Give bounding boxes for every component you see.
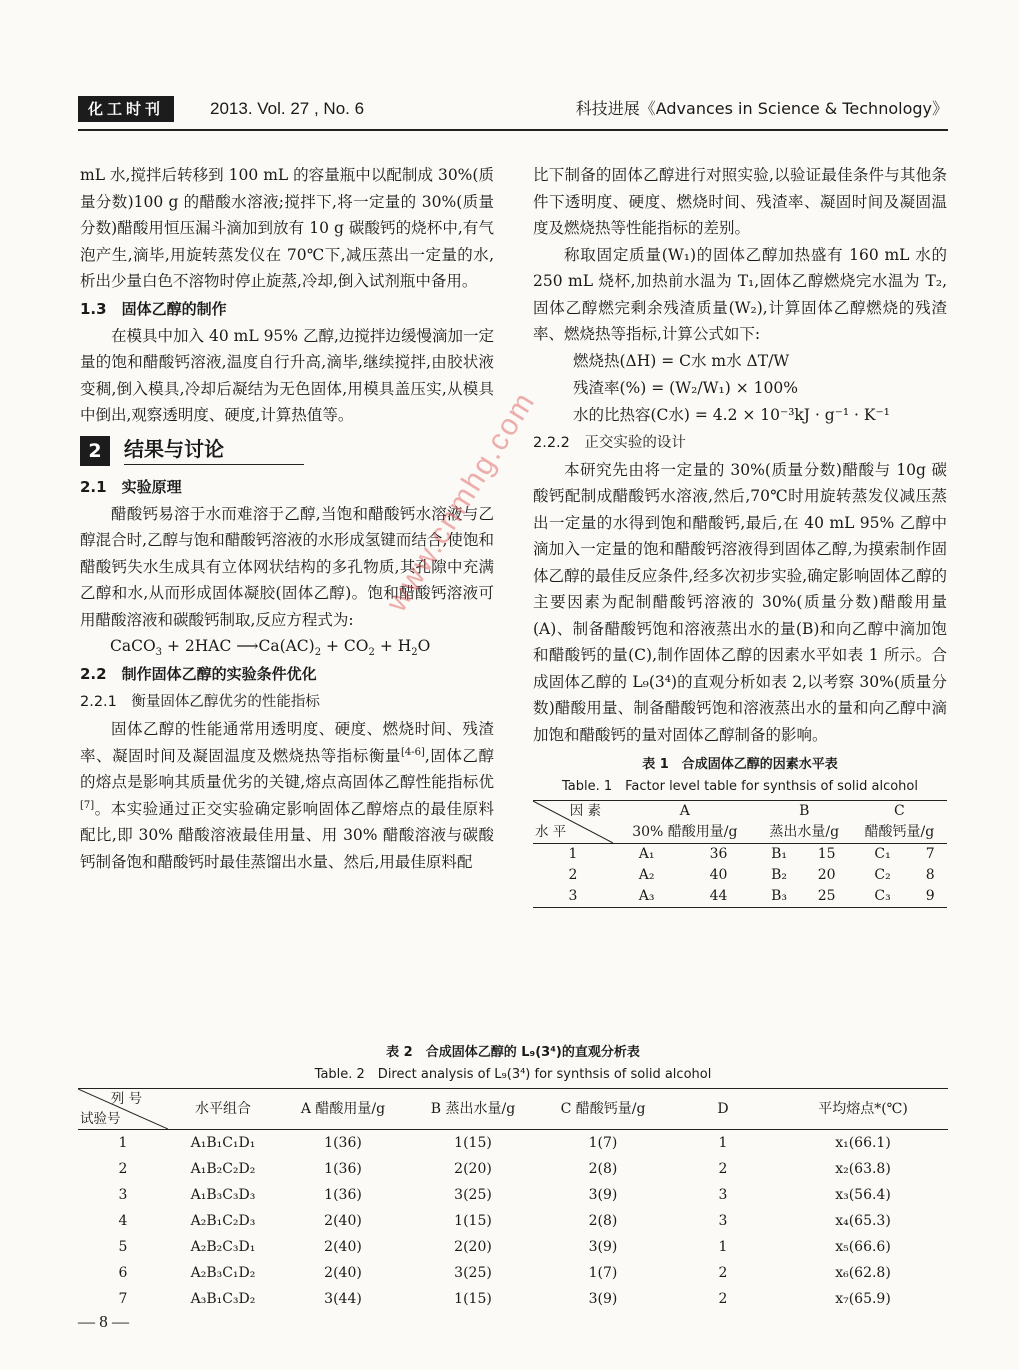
- table-cell: 1(7): [588, 1135, 618, 1151]
- section-heading-2-2-1: 2.2.1 衡量固体乙醇优劣的性能指标: [80, 694, 320, 710]
- table1-factor-name: 30% 醋酸用量/g: [632, 824, 738, 840]
- table1-factor-b: B: [799, 803, 810, 819]
- table-cell: 5: [118, 1239, 128, 1255]
- table-cell: 1(15): [454, 1213, 492, 1229]
- section-title-text: 结果与讨论: [124, 436, 304, 466]
- right-column: [533, 162, 947, 908]
- table2-block: [78, 1036, 948, 1312]
- table-cell: 1: [718, 1239, 728, 1255]
- table-row: [78, 1234, 948, 1260]
- table-cell: 3(44): [324, 1291, 362, 1307]
- table2-caption-en: Table. 2 Direct analysis of L₉(3⁴) for synthsis of solid alcohol: [314, 1067, 712, 1082]
- table-cell: 3: [718, 1187, 728, 1203]
- section-heading-2-2-2: 2.2.2 正交实验的设计: [533, 434, 686, 451]
- table-cell: 2: [718, 1265, 728, 1281]
- table1-caption-cn: 表 1 合成固体乙醇的因素水平表: [642, 757, 838, 772]
- table-cell: 2(20): [454, 1161, 492, 1177]
- section-heading-1-3: 1.3 固体乙醇的制作: [80, 299, 227, 318]
- table2-caption-cn: 表 2 合成固体乙醇的 L₉(3⁴)的直观分析表: [386, 1045, 640, 1060]
- table2-header: D: [717, 1101, 729, 1117]
- table-cell: 2: [718, 1291, 728, 1307]
- formula-combustion-heat: 燃烧热(ΔH) = C水 m水 ΔT/W: [573, 351, 790, 370]
- table-cell: 4: [118, 1213, 128, 1229]
- table2-header: 水平组合: [195, 1101, 251, 1117]
- table-cell: 7: [118, 1291, 128, 1307]
- table-row: [78, 1208, 948, 1234]
- table-cell: x₁(66.1): [835, 1135, 891, 1151]
- table-row: 3 A₃ 44 B₃ 25 C₃ 9: [533, 886, 947, 908]
- table-cell: 2(40): [324, 1265, 362, 1281]
- table-cell: A₁B₃C₃D₃: [190, 1187, 256, 1203]
- table-cell: 2(20): [454, 1239, 492, 1255]
- table-cell: A₁B₂C₂D₂: [190, 1161, 256, 1177]
- table1-factor-a: A: [679, 803, 690, 819]
- paragraph: 称取固定质量(W₁)的固体乙醇加热盛有 160 mL 水的 250 mL 烧杯,加热前水温为 T₁,固体乙醇燃烧完水温为 T₂,固体乙醇燃完剩余残渣质量(W₂),计算固体乙醇燃烧的残渣率、燃烧热等指标,计算公式如下:: [533, 245, 947, 343]
- table-row: 1 A₁ 36 B₁ 15 C₁ 7: [568, 846, 935, 862]
- table-cell: A₃B₁C₃D₂: [190, 1291, 256, 1307]
- table2-corner: 列 号 试验号: [78, 1089, 168, 1130]
- section-heading-2-1: 2.1 实验原理: [80, 477, 182, 496]
- section-title: 科技进展《Advances in Science & Technology》: [575, 99, 948, 118]
- table-cell: 6: [118, 1265, 128, 1281]
- table-cell: A₂B₃C₁D₂: [190, 1265, 256, 1281]
- table-row: [78, 1156, 948, 1182]
- table-cell: 1(36): [324, 1161, 362, 1177]
- table-cell: 1(36): [324, 1135, 362, 1151]
- table-cell: 1(7): [588, 1265, 618, 1281]
- citation: [7]: [80, 799, 95, 811]
- journal-logo: 化工时刊: [78, 96, 174, 122]
- table-cell: 1: [718, 1135, 728, 1151]
- table2-header: C 醋酸钙量/g: [560, 1101, 646, 1117]
- page-number: — 8 —: [78, 1312, 129, 1331]
- table-cell: 1(15): [454, 1135, 492, 1151]
- table-cell: x₅(66.6): [835, 1239, 891, 1255]
- section-number: 2: [80, 436, 110, 466]
- table-cell: 2(8): [588, 1161, 618, 1177]
- table-cell: 2(40): [324, 1239, 362, 1255]
- table-row: [78, 1182, 948, 1208]
- table-cell: 1(36): [324, 1187, 362, 1203]
- table2-header: A 醋酸用量/g: [300, 1101, 386, 1117]
- table-row: [78, 1260, 948, 1286]
- running-header: [78, 94, 948, 128]
- watermark: www.cnmhg.com: [380, 385, 542, 618]
- table-cell: 3(9): [588, 1291, 618, 1307]
- table-row: [78, 1130, 948, 1157]
- table2-header: B 蒸出水量/g: [430, 1101, 516, 1117]
- table-cell: A₂B₁C₂D₃: [190, 1213, 256, 1229]
- table2: [78, 1088, 948, 1312]
- table1-factor-name: 醋酸钙量/g: [864, 824, 935, 840]
- table1: [533, 800, 947, 908]
- table-cell: 3(9): [588, 1187, 618, 1203]
- table-cell: x₇(65.9): [835, 1291, 891, 1307]
- citation: [4-6]: [400, 746, 425, 758]
- paragraph: 固体乙醇的性能通常用透明度、硬度、燃烧时间、残渣率、凝固时间及凝固温度及燃烧热等指标衡量[4-6],固体乙醇的熔点是影响其质量优劣的关键,熔点高固体乙醇性能指标优[7]。本实验通过正交实验确定影响固体乙醇熔点的最佳原料配比,即 30% 醋酸溶液最佳用量、用 30% 醋酸溶液与碳酸钙制备饱和醋酸钙时最佳蒸馏出水量、然后,用最佳原料配: [80, 720, 494, 871]
- issue-info: 2013. Vol. 27 , No. 6: [210, 99, 365, 118]
- table-cell: x₂(63.8): [835, 1161, 891, 1177]
- table-cell: 3: [118, 1187, 128, 1203]
- table1-factor-c: C: [894, 803, 905, 819]
- reaction-equation: CaCO$_3$ + 2HAC $⟶Ca(AC)_2 + CO_2 + H_2O$: [110, 637, 431, 659]
- table-cell: 3(25): [454, 1187, 492, 1203]
- table1-caption-en: Table. 1 Factor level table for synthsis of solid alcohol: [561, 779, 918, 794]
- table-cell: 2: [118, 1161, 128, 1177]
- table-cell: x₃(56.4): [835, 1187, 891, 1203]
- paragraph: mL 水,搅拌后转移到 100 mL 的容量瓶中以配制成 30%(质量分数)100 g 的醋酸水溶液;搅拌下,将一定量的 30%(质量分数)醋酸用恒压漏斗滴加到放有 10 g 碳酸钙的烧杯中,有气泡产生,滴毕,用旋转蒸发仪在 70℃下,减压蒸出一定量的水,析出少量白色不溶物时停止旋蒸,冷却,倒入试剂瓶中备用。: [80, 166, 494, 290]
- paragraph: 本研究先由将一定量的 30%(质量分数)醋酸与 10g 碳酸钙配制成醋酸钙水溶液,然后,70℃时用旋转蒸发仪减压蒸出一定量的水得到饱和醋酸钙,最后,在 40 mL 95% 乙醇中滴加入一定量的饱和醋酸钙溶液得到固体乙醇,为摸索制作固体乙醇的最佳反应条件,经多次初步实验,确定影响固体乙醇的主要因素为配制醋酸钙溶液的 30%(质量分数)醋酸用量(A)、制备醋酸钙饱和溶液蒸出水的量(B)和向乙醇中滴加饱和醋酸钙的量(C),制作固体乙醇的因素水平如表 1 所示。合成固体乙醇的 L₉(3⁴)的直观分析如表 2,以考察 30%(质量分数)醋酸用量、制备醋酸钙饱和溶液蒸出水的量和向乙醇中滴加饱和醋酸钙的量对固体乙醇制备的影响。: [533, 460, 947, 744]
- table-cell: x₄(65.3): [835, 1213, 891, 1229]
- header-rule: [78, 129, 948, 131]
- paragraph: 比下制备的固体乙醇进行对照实验,以验证最佳条件与其他条件下透明度、硬度、燃烧时间、残渣率、凝固时间及凝固温度及燃烧热等性能指标的差别。: [533, 166, 947, 237]
- table-cell: 2: [718, 1161, 728, 1177]
- table-cell: 3: [718, 1213, 728, 1229]
- table-row: [78, 1286, 948, 1312]
- table2-header: 平均熔点*(℃): [818, 1101, 908, 1117]
- formula-residue-rate: 残渣率(%) = (W₂/W₁) × 100%: [573, 378, 798, 397]
- table-cell: 3(25): [454, 1265, 492, 1281]
- table-cell: 2(8): [588, 1213, 618, 1229]
- table-cell: A₂B₂C₃D₁: [190, 1239, 256, 1255]
- table-cell: 1: [118, 1135, 128, 1151]
- table1-corner: 因 素 水 平: [533, 801, 613, 844]
- table-cell: 3(9): [588, 1239, 618, 1255]
- table-cell: 1(15): [454, 1291, 492, 1307]
- section-heading-2-2: 2.2 制作固体乙醇的实验条件优化: [80, 665, 317, 683]
- section-heading-2: [80, 435, 494, 467]
- table-cell: A₁B₁C₁D₁: [190, 1135, 256, 1151]
- paragraph: 在模具中加入 40 mL 95% 乙醇,边搅拌边缓慢滴加一定量的饱和醋酸钙溶液,温度自行升高,滴毕,继续搅拌,由胶状液变稠,倒入模具,冷却后凝结为无色固体,用模具盖压实,从模具中倒出,观察透明度、硬度,计算热值等。: [80, 326, 494, 424]
- table1-factor-name: 蒸出水量/g: [769, 824, 840, 840]
- paragraph: 醋酸钙易溶于水而难溶于乙醇,当饱和醋酸钙水溶液与乙醇混合时,乙醇与饱和醋酸钙溶液的水形成氢键而结合,使饱和醋酸钙失水生成具有立体网状结构的多孔物质,其孔隙中充满乙醇和水,从而形成固体凝胶(固体乙醇)。饱和醋酸钙溶液可用醋酸溶液和碳酸钙制取,反应方程式为:: [80, 504, 494, 629]
- formula-specific-heat: 水的比热容(C水) = 4.2 × 10⁻³kJ · g⁻¹ · K⁻¹: [573, 405, 890, 424]
- table-cell: 2(40): [324, 1213, 362, 1229]
- table-cell: x₆(62.8): [835, 1265, 891, 1281]
- table-row: 2 A₂ 40 B₂ 20 C₂ 8: [568, 867, 935, 883]
